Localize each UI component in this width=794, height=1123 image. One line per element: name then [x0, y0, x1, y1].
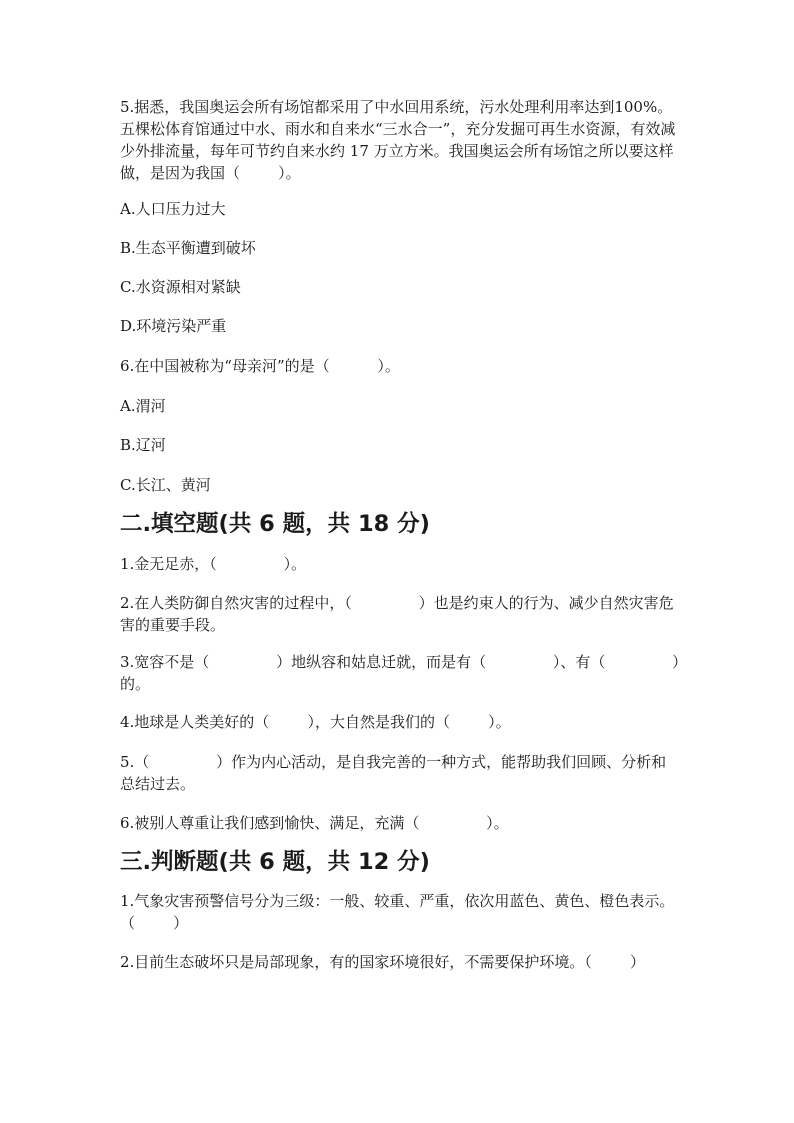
section-3-title: 三.判断题(共 6 题，共 12 分): [120, 849, 430, 875]
question-5-option-c: C.水资源相对紧缺: [120, 278, 241, 296]
question-6-option-a: A.渭河: [120, 397, 166, 415]
fill-blank-item-6: 6.被别人尊重让我们感到愉快、满足，充满（ ）。: [120, 814, 509, 832]
fill-blank-item-4: 4.地球是人类美好的（ ），大自然是我们的（ ）。: [120, 713, 511, 731]
question-5-option-a: A.人口压力过大: [120, 200, 226, 218]
fill-blank-item-2: 2.在人类防御自然灾害的过程中，（ ）也是约束人的行为、减少自然灾害危害的重要手段。: [120, 594, 674, 634]
fill-blank-item-3: 3.宽容不是（ ）地纵容和姑息迁就，而是有（ ）、有（ ）的。: [120, 653, 680, 693]
fill-blank-item-5: 5.（ ）作为内心活动，是自我完善的一种方式，能帮助我们回顾、分析和总结过去。: [120, 753, 667, 793]
section-2-title: 二.填空题(共 6 题，共 18 分): [120, 511, 430, 537]
question-6-option-c: C.长江、黄河: [120, 476, 211, 494]
question-5-stem: 5.据悉，我国奥运会所有场馆都采用了中水回用系统，污水处理利用率达到100%。五棵松体育馆通过中水、雨水和自来水“三水合一”，充分发掘可再生水资源，有效减少外排流量，每年可节约自来水约 17 万立方米。我国奥运会所有场馆之所以要这样做，是因为我国（ ）。: [120, 98, 676, 182]
true-false-item-2: 2.目前生态破坏只是局部现象，有的国家环境很好，不需要保护环境。（ ）: [120, 953, 645, 971]
question-5-option-b: B.生态平衡遭到破坏: [120, 239, 256, 257]
fill-blank-item-1: 1.金无足赤，（ ）。: [120, 555, 307, 573]
question-5-option-d: D.环境污染严重: [120, 317, 227, 335]
question-6-option-b: B.辽河: [120, 436, 166, 454]
true-false-item-1: 1.气象灾害预警信号分为三级：一般、较重、严重，依次用蓝色、黄色、橙色表示。（ ）: [120, 892, 675, 932]
question-6-stem: 6.在中国被称为“母亲河”的是（ ）。: [120, 357, 400, 375]
